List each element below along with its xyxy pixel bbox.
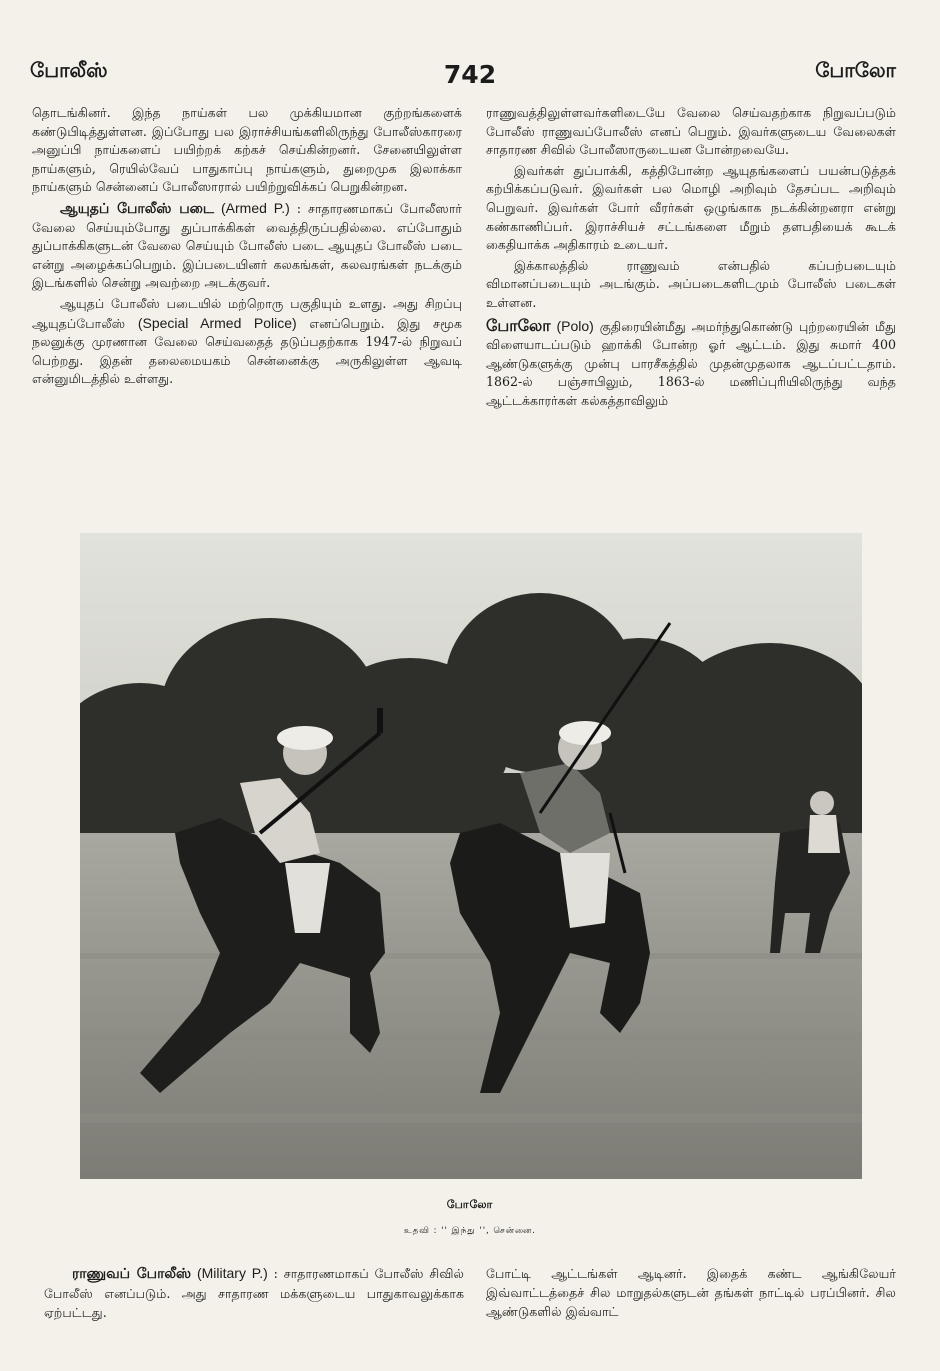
page-number: 742 [443, 60, 497, 89]
military-police-paragraph [44, 1264, 464, 1322]
special-armed-english: (Special Armed Police) [137, 314, 297, 331]
running-header-right: போலோ [815, 58, 896, 82]
right-column [486, 104, 896, 411]
special-armed-text-b: எனப்பெறும். இது சமூக நலனுக்கு முரணான வேலை செய்வதைத் தடுப்பதற்காக 1947-ல் நிறுவப் பெற்றது. இதன் தலைமையகம் சென்னைக்கு அருகிலுள்ள ஆவடி என்னுமிடத்தில் உள்ளது. [32, 315, 462, 387]
polo-english: (Polo) [556, 317, 594, 334]
polo-body: குதிரையின்மீது அமர்ந்துகொண்டு புற்றரையின் மீது விளையாடப்படும் ஹாக்கி போன்ற ஓர் ஆட்டம். இது சுமார் 400 ஆண்டுகளுக்கு முன்பு பாரசீகத்தில் முதன்முதலாக ஆடப்பட்டதாம். 1862-ல் பஞ்சாபிலும், 1863-ல் மணிப்புரியிலிருந்து வந்த ஆட்டக்காரர்கள் கல்கத்தாவிலும் [486, 318, 896, 408]
running-header-left: போலீஸ் [30, 58, 108, 82]
military-police-continued: ராணுவத்திலுள்ளவர்களிடையே வேலை செய்வதற்காக நிறுவப்படும் போலீஸ் ராணுவப்போலீஸ் எனப் பெறும். இவர்களுடைய வேலைகள் சாதாரண சிவில் போலீஸாருடையன போன்றவையே. [486, 105, 896, 158]
left-column [32, 104, 462, 389]
armed-police-heading: ஆயுதப் போலீஸ் படை [60, 200, 215, 217]
special-armed-text-a: ஆயுதப் போலீஸ் படையில் மற்றொரு பகுதியும் உளது. அது சிறப்பு ஆயுதப்போலீஸ் [32, 295, 462, 331]
polo-heading: போலோ [486, 315, 551, 335]
armed-police-english: (Armed P.) [221, 199, 290, 216]
military-police-heading: ராணுவப் போலீஸ் [72, 1266, 192, 1282]
polo-photograph [80, 533, 862, 1179]
figure-credit: உதவி : '' இந்து '', சென்னை. [404, 1226, 536, 1236]
bottom-right-column [486, 1264, 896, 1321]
polo-continued-paragraph: போட்டி ஆட்டங்கள் ஆடினர். இதைக் கண்ட ஆங்கிலேயர் இவ்வாட்டத்தைச் சில மாறுதல்களுடன் தங்கள் நாட்டில் பரப்பினர். சில ஆண்டுகளில் இவ்வாட் [486, 1266, 896, 1319]
dog-training-paragraph: தொடங்கினர். இந்த நாய்கள் பல முக்கியமான குற்றங்களைக் கண்டுபிடித்துள்ளன. இப்போது பல இராச்சியங்களிலிருந்து போலீஸ்காரரை அனுப்பி நாய்களைப் பயிற்றக் கற்கச் செய்கின்றனர். சேனையிலுள்ள நாய்களும், ரெயில்வேப் பாதுகாப்பு நாய்களும், துறைமுக இலாக்கா நாய்களும் சென்னைப் போலீஸாரால் பயிற்றுவிக்கப் பெறுகின்றன. [32, 105, 462, 195]
figure-caption: போலோ [446, 1198, 494, 1211]
polo-paragraph [486, 317, 896, 411]
armed-police-paragraph [32, 199, 462, 293]
military-police-branches: இக்காலத்தில் ராணுவம் என்பதில் கப்பற்படையும் விமானப்படையும் அடங்கும். அப்படைகளிடமும் போலீஸ் படைகள் உள்ளன. [486, 257, 896, 310]
military-police-english: (Military P.) [196, 1265, 268, 1281]
bottom-left-column [44, 1264, 464, 1322]
military-police-duties: இவர்கள் துப்பாக்கி, கத்திபோன்ற ஆயுதங்களைப் பயன்படுத்தக் கற்பிக்கப்படுவர். இவர்கள் பல மொழி அறிவும் தேசப்பட அறிவும் பெறுவர். இவர்கள் போர் வீரர்கள் ஒழுங்காக நடக்கின்றனரா என்று கண்காணிப்பர். இராச்சியச் சட்டங்களை மீறும் தளபதியைக் கூடக் கைதியாக்க அதிகாரம் உடையர். [486, 162, 896, 253]
special-armed-police-paragraph [32, 295, 462, 389]
armed-police-body: : சாதாரணமாகப் போலீஸார் வேலை செய்யும்போது துப்பாக்கிகள் வைத்திருப்பதில்லை. எப்போதும் துப்பாக்கிகளுடன் வேலை செய்யும் போலீஸ் படை ஆயுதப் போலீஸ் படை என்று அழைக்கப்பெறும். இப்படையினர் கலகங்கள், கலவரங்கள் நடக்கும் இடங்களில் சென்று அவற்றை அடக்குவர். [32, 200, 462, 291]
military-police-body: : சாதாரணமாகப் போலீஸ் சிவில் போலீஸ் எனப்படும். அது சாதாரண மக்களுடைய பாதுகாவலுக்காக ஏற்பட்டது. [44, 1266, 464, 1320]
